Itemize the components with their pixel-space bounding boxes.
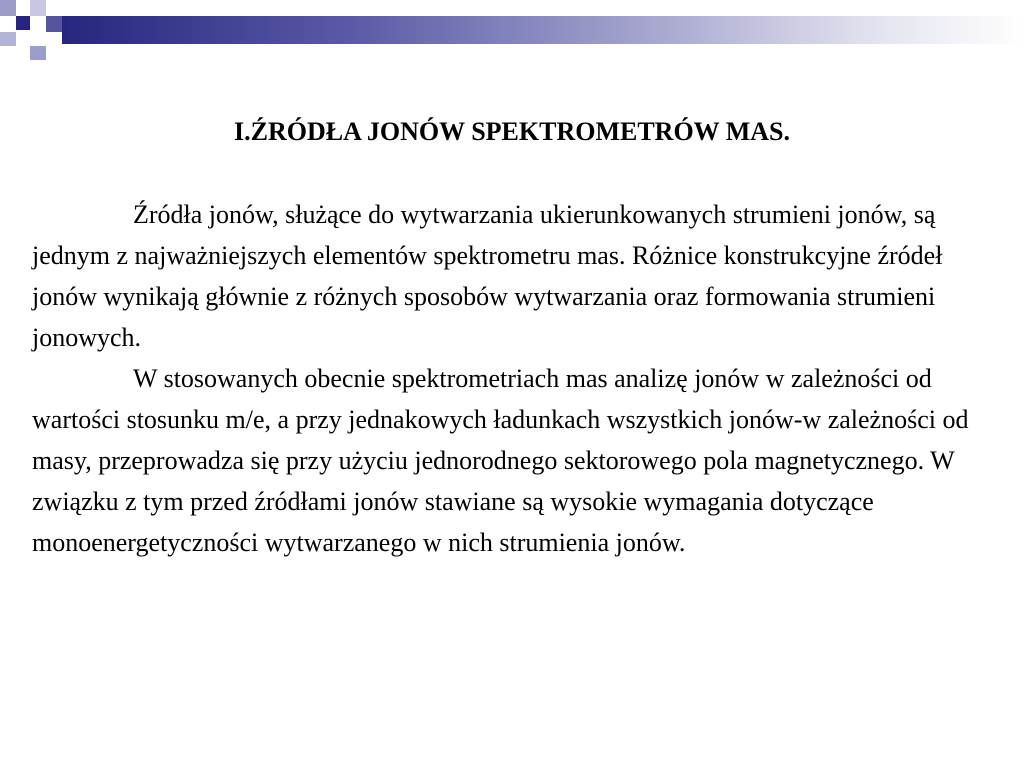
decorative-square bbox=[30, 0, 46, 16]
decorative-square bbox=[30, 46, 46, 60]
gradient-bar bbox=[62, 16, 1024, 44]
paragraph: Źródła jonów, służące do wytwarzania ukierunkowanych strumieni jonów, są jednym z najważniejszych elementów spektrometru mas. Różnice konstrukcyjne źródeł jonów wynikają głównie z różnych sposobów wytwarzania oraz formowania strumieni jonowych. bbox=[32, 200, 943, 352]
slide-body bbox=[32, 194, 992, 563]
slide-title: I.ŹRÓDŁA JONÓW SPEKTROMETRÓW MAS. bbox=[234, 117, 790, 146]
paragraph: W stosowanych obecnie spektrometriach mas analizę jonów w zależności od wartości stosunku m/e, a przy jednakowych ładunkach wszystkich jonów-w zależności od masy, przeprowadza się przy użyciu jednorodnego sektorowego pola magnetycznego. W związku z tym przed źródłami jonów stawiane są wysokie wymagania dotyczące monoenergetyczności wytwarzanego w nich strumienia jonów. bbox=[32, 364, 969, 557]
decorative-square bbox=[16, 16, 30, 30]
decorative-square bbox=[0, 32, 16, 46]
decorative-square bbox=[46, 16, 62, 32]
slide-content bbox=[32, 112, 992, 563]
decorative-square bbox=[0, 0, 16, 16]
